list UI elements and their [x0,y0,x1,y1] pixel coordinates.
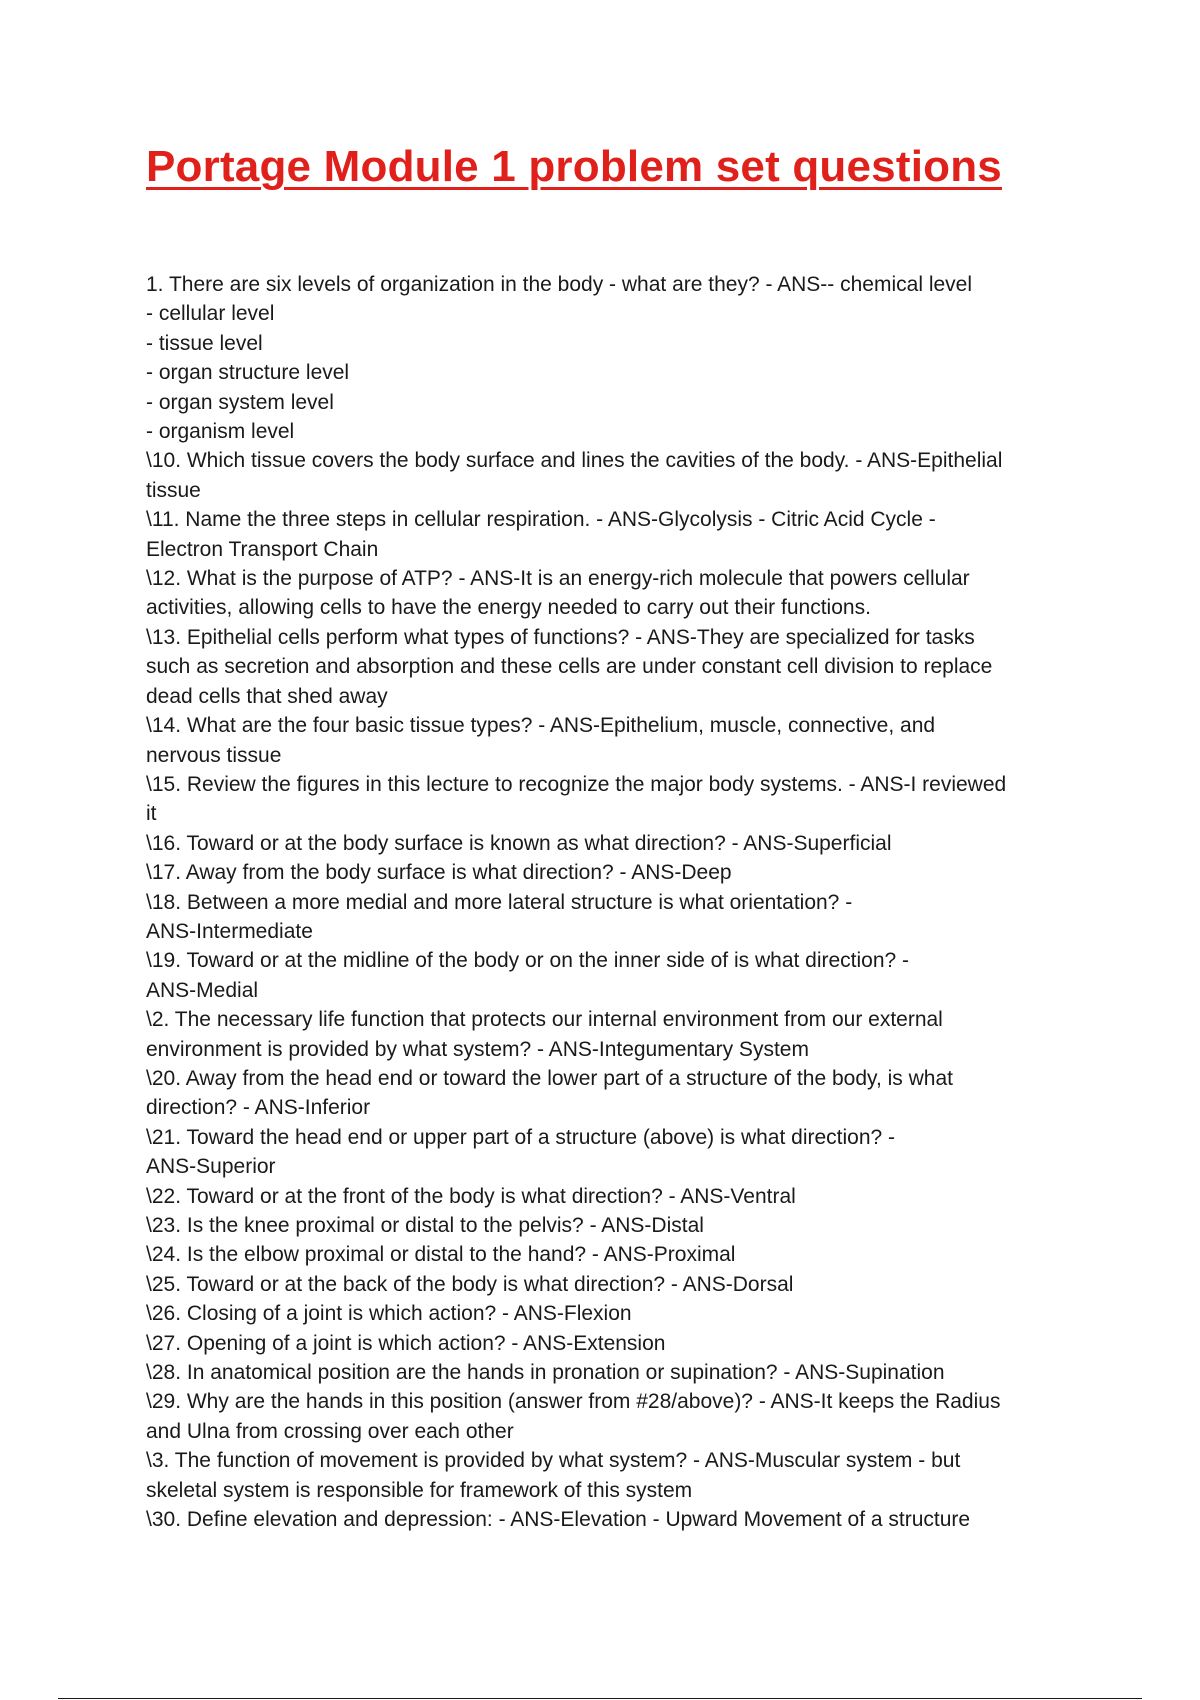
text-line: \26. Closing of a joint is which action? - ANS-Flexion [146,1302,632,1326]
text-line: nervous tissue [146,743,282,767]
text-line: and Ulna from crossing over each other [146,1419,514,1443]
text-line: dead cells that shed away [146,684,388,708]
text-line: - organ system level [146,390,334,414]
text-line: \14. What are the four basic tissue types? - ANS-Epithelium, muscle, connective, and [146,714,936,738]
text-line: \3. The function of movement is provided by what system? - ANS-Muscular system - but [146,1449,961,1473]
text-line: - organism level [146,420,295,444]
text-line: \19. Toward or at the midline of the body or on the inner side of is what direction? - [146,949,910,973]
text-line: \30. Define elevation and depression: - ANS-Elevation - Upward Movement of a structure [146,1508,971,1532]
text-line: \15. Review the figures in this lecture to recognize the major body systems. - ANS-I reviewed [146,772,1007,796]
text-line: Electron Transport Chain [146,537,379,561]
footer-divider [58,1698,1142,1699]
question-list [146,270,1066,1534]
text-line: - organ structure level [146,361,350,385]
text-line: \17. Away from the body surface is what direction? - ANS-Deep [146,861,732,885]
text-line: \13. Epithelial cells perform what types of functions? - ANS-They are specialized for tasks [146,625,975,649]
text-line: \2. The necessary life function that protects our internal environment from our external [146,1008,943,1032]
text-line: ANS-Superior [146,1155,276,1179]
text-line: \21. Toward the head end or upper part of a structure (above) is what direction? - [146,1125,896,1149]
text-line: tissue [146,478,201,502]
text-line: \20. Away from the head end or toward the lower part of a structure of the body, is what [146,1066,954,1090]
text-line: activities, allowing cells to have the energy needed to carry out their functions. [146,596,871,620]
text-line: - tissue level [146,331,263,355]
text-line: \12. What is the purpose of ATP? - ANS-It is an energy-rich molecule that powers cellular [146,567,970,591]
text-line: \27. Opening of a joint is which action? - ANS-Extension [146,1331,666,1355]
text-line: \18. Between a more medial and more lateral structure is what orientation? - [146,890,853,914]
text-line: such as secretion and absorption and these cells are under constant cell division to replace [146,655,993,679]
text-line: \28. In anatomical position are the hands in pronation or supination? - ANS-Supination [146,1361,945,1385]
text-line: \10. Which tissue covers the body surface and lines the cavities of the body. - ANS-Epithelial [146,449,1003,473]
text-line: \16. Toward or at the body surface is known as what direction? - ANS-Superficial [146,831,892,855]
text-line: \24. Is the elbow proximal or distal to the hand? - ANS-Proximal [146,1243,736,1267]
text-line: environment is provided by what system? - ANS-Integumentary System [146,1037,809,1061]
text-line: 1. There are six levels of organization in the body - what are they? - ANS-- chemical level [146,273,973,296]
page-title: Portage Module 1 problem set questions [146,142,1002,191]
text-line: \22. Toward or at the front of the body is what direction? - ANS-Ventral [146,1184,796,1208]
text-line: - cellular level [146,302,275,326]
text-line: ANS-Medial [146,978,259,1002]
text-line: direction? - ANS-Inferior [146,1096,371,1120]
text-line: it [146,802,157,826]
text-line: ANS-Intermediate [146,919,313,943]
text-line: \11. Name the three steps in cellular respiration. - ANS-Glycolysis - Citric Acid Cycle - [146,508,936,532]
text-line: skeletal system is responsible for framework of this system [146,1478,693,1502]
text-line: \23. Is the knee proximal or distal to the pelvis? - ANS-Distal [146,1214,704,1237]
text-line: \29. Why are the hands in this position (answer from #28/above)? - ANS-It keeps the Radius [146,1390,1001,1414]
text-line: \25. Toward or at the back of the body is what direction? - ANS-Dorsal [146,1272,794,1296]
